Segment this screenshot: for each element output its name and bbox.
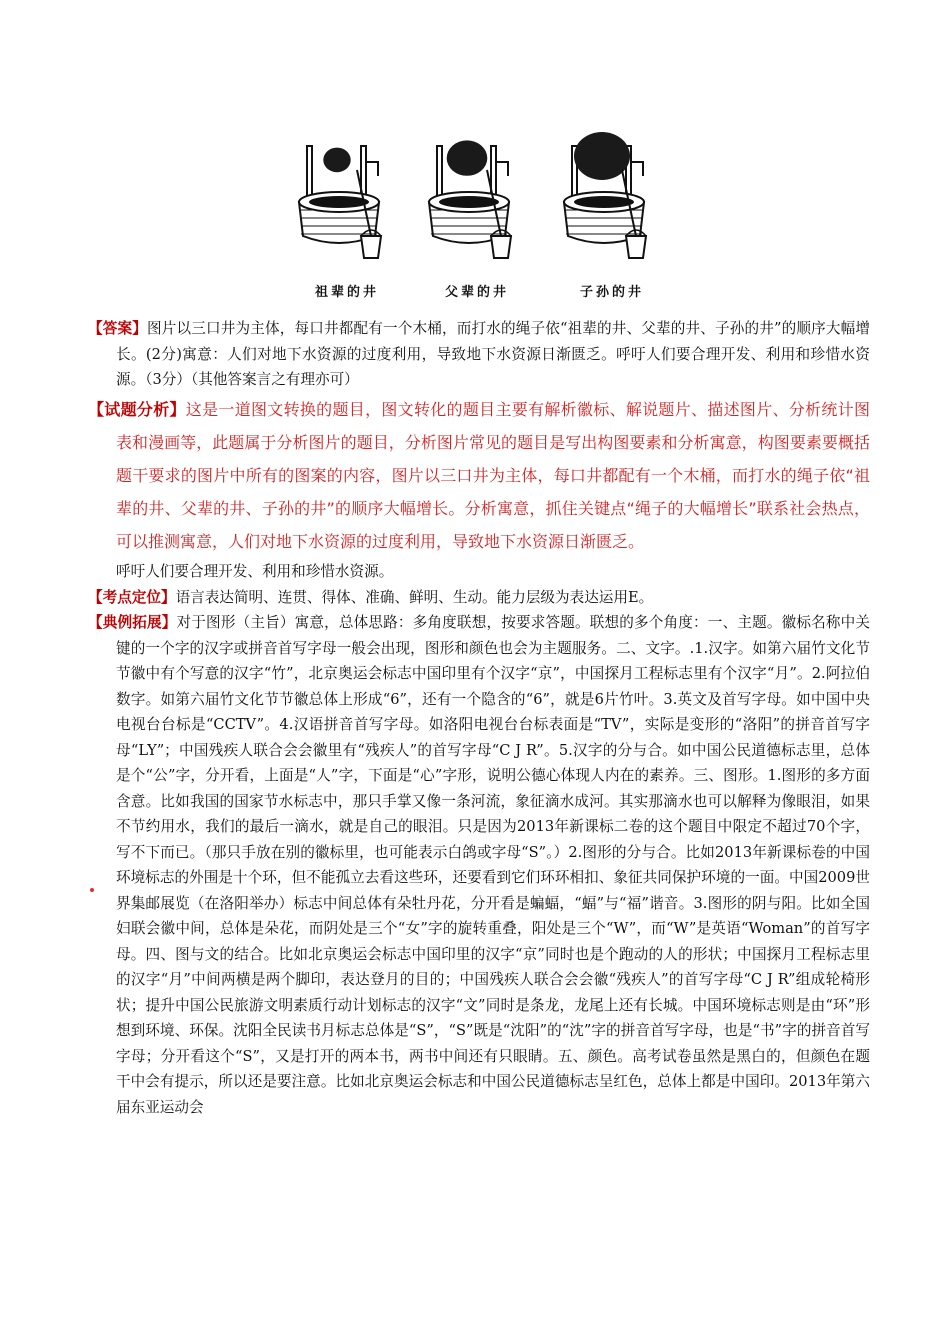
red-dot-mark	[90, 888, 94, 892]
analysis-paragraph	[88, 393, 870, 558]
caption-ancestors-well: 祖辈的井	[314, 285, 379, 300]
answer-paragraph	[88, 316, 870, 393]
answer-tag: 【答案】	[88, 320, 147, 337]
kaodian-paragraph	[88, 585, 870, 611]
wells-illustration	[285, 118, 675, 304]
parents-well-rope-coil	[447, 140, 488, 175]
analysis-tail: 呼吁人们要合理开发、利用和珍惜水资源。	[116, 562, 394, 580]
dianli-text: 对于图形（主旨）寓意，总体思路：多角度联想，按要求答题。联想的多个角度：一、主题。徽标名称中关键的一个字的汉字或拼音首写字母一般会出现，图形和颜色也会为主题服务。二、文字。.1.汉字。如第六届竹文化节节徽中有个写意的汉字“竹”，北京奥运会标志中国印里有个汉字“京”，中国探月工程标志里有个汉字“月”。2.阿拉伯数字。如第六届竹文化节节徽总体上形成“6”，还有一个隐含的“6”，就是6片竹叶。3.英文及首写字母。如中国中央电视台台标是“CCTV”。4.汉语拼音首写字母。如洛阳电视台台标表面是“TV”，实际是变形的“洛阳”的拼音首写字母“LY”；中国残疾人联合会会徽里有“残疾人”的首写字母“C J R”。5.汉字的分与合。如中国公民道德标志里，总体是个“公”字，分开看，上面是“人”字，下面是“心”字形，说明公德心体现人内在的素养。三、图形。1.图形的多方面含意。比如我国的国家节水标志中，那只手掌又像一条河流，象征滴水成河。其实那滴水也可以解释为像眼泪，如果不节约用水，我们的最后一滴水，就是自己的眼泪。只是因为2013年新课标二卷的这个题目中限定不超过70个字，写不下而已。（那只手放在别的徽标里，也可能表示白鸽或字母“S”。）2.图形的分与合。比如2013年新课标卷的中国环境标志的外围是十个环，但不能孤立去看这些环，还要看到它们环环相扣、象征共同保护环境的一面。中国2009世界集邮展览（在洛阳举办）标志中间总体有朵牡丹花，分开看是蝙蝠，“蝠”与“福”谐音。3.图形的阴与阳。比如全国妇联会徽中间，总体是朵花，而阴处是三个“女”字的旋转重叠，阳处是三个“W”，而“W”是英语“Woman”的首写字母。四、图与文的结合。比如北京奥运会标志中国印里的汉字“京”同时也是个跑动的人的形状；中国探月工程标志里的汉字“月”中间两横是两个脚印，表达登月的目的；中国残疾人联合会会徽“残疾人”的首写字母“C J R”组成轮椅形状；提升中国公民旅游文明素质行动计划标志的汉字“文”同时是条龙，龙尾上还有长城。中国环境标志则是由“环”形想到环境、环保。沈阳全民读书月标志总体是“S”，“S”既是“沈阳”的“沈”字的拼音首写字母，也是“书”字的拼音首写字母；分开看这个“S”，又是打开的两本书，两书中间还有只眼睛。五、颜色。高考试卷虽然是黑白的，但颜色在题干中会有提示，所以还是要注意。比如北京奥运会标志和中国公民道德标志呈红色，总体上都是中国印。2013年第六届东亚运动会	[116, 614, 870, 1116]
ancestors-well-crank	[366, 162, 378, 176]
caption-descendants-well: 子孙的井	[579, 285, 644, 300]
caption-parents-well: 父辈的井	[444, 285, 509, 300]
dianli-paragraph	[88, 610, 870, 1120]
kaodian-text: 语言表达简明、连贯、得体、准确、鲜明、生动。能力层级为表达运用E。	[175, 588, 654, 606]
document-body	[88, 316, 870, 1120]
descendants-well-opening	[574, 196, 634, 208]
ancestors-well-bucket	[361, 236, 381, 258]
analysis-tag: 【试题分析】	[88, 399, 186, 419]
wells-drawing	[285, 118, 675, 278]
parents-well-opening	[439, 196, 499, 208]
answer-text: 图片以三口井为主体，每口井都配有一个木桶，而打水的绳子依“祖辈的井、父辈的井、子孙的井”的顺序大幅增长。(2分)寓意：人们对地下水资源的过度利用，导致地下水资源日渐匮乏。呼吁人们要合理开发、利用和珍惜水资源。（3分）（其他答案言之有理亦可）	[116, 320, 870, 388]
descendants-well-bucket	[626, 236, 646, 258]
ancestors-well-opening	[309, 196, 369, 208]
analysis-text: 这是一道图文转换的题目，图文转化的题目主要有解析徽标、解说题片、描述图片、分析统计图表和漫画等，此题属于分析图片的题目，分析图片常见的题目是写出构图要素和分析寓意，构图要素要概括题干要求的图片中所有的图案的内容，图片以三口井为主体，每口井都配有一个木桶，而打水的绳子依“祖辈的井、父辈的井、子孙的井”的顺序大幅增长。分析寓意，抓住关键点“绳子的大幅增长”联系社会热点，可以推测寓意，人们对地下水资源的过度利用，导致地下水资源日渐匮乏。	[116, 399, 870, 551]
ancestors-well-rope-coil	[323, 148, 350, 173]
descendants-well-crank	[631, 162, 643, 176]
parents-well-crank	[496, 162, 508, 176]
kaodian-tag: 【考点定位】	[88, 588, 176, 606]
dianli-tag: 【典例拓展】	[88, 614, 177, 631]
parents-well-bucket	[491, 236, 511, 258]
